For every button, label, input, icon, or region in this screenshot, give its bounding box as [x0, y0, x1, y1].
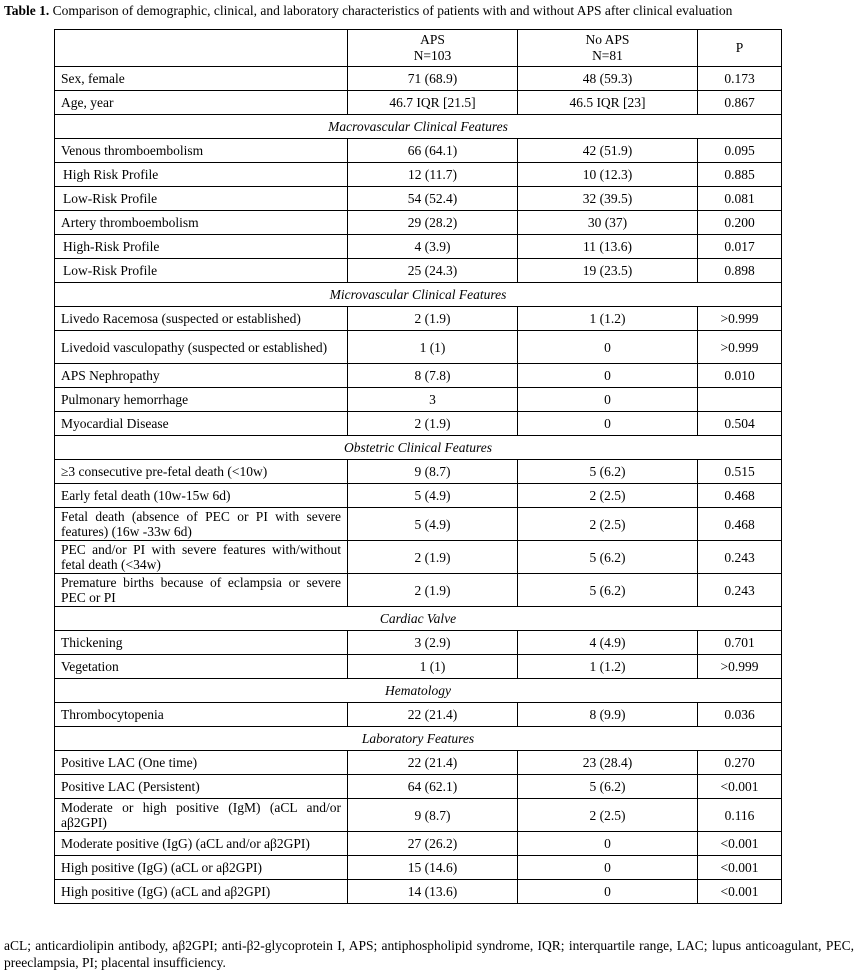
table-row [55, 139, 782, 163]
row-label: ≥3 consecutive pre-fetal death (<10w) [55, 460, 348, 484]
cell-aps: 2 (1.9) [348, 307, 518, 331]
cell-no-aps: 5 (6.2) [518, 460, 698, 484]
section-header-row [55, 115, 782, 139]
row-label: Livedoid vasculopathy (suspected or established) [55, 331, 348, 364]
row-label: High-Risk Profile [55, 235, 348, 259]
cell-p-value: <0.001 [698, 832, 782, 856]
cell-aps: 3 (2.9) [348, 631, 518, 655]
cell-aps: 71 (68.9) [348, 67, 518, 91]
cell-p-value: >0.999 [698, 331, 782, 364]
table-row [55, 307, 782, 331]
cell-p-value: 0.095 [698, 139, 782, 163]
cell-no-aps: 2 (2.5) [518, 508, 698, 541]
cell-aps: 9 (8.7) [348, 460, 518, 484]
cell-p-value: 0.701 [698, 631, 782, 655]
table-caption-text: Comparison of demographic, clinical, and laboratory characteristics of patients with and without APS after clinical evaluation [49, 3, 733, 18]
table-row [55, 67, 782, 91]
table-row [55, 832, 782, 856]
cell-no-aps: 0 [518, 880, 698, 904]
section-title: Microvascular Clinical Features [55, 283, 782, 307]
row-label: Sex, female [55, 67, 348, 91]
row-label: Livedo Racemosa (suspected or established) [55, 307, 348, 331]
header-no-aps-label: No APS [585, 32, 630, 47]
cell-p-value: <0.001 [698, 775, 782, 799]
cell-no-aps: 23 (28.4) [518, 751, 698, 775]
cell-no-aps: 0 [518, 388, 698, 412]
table-row [55, 856, 782, 880]
row-label: Myocardial Disease [55, 412, 348, 436]
cell-p-value: 0.243 [698, 574, 782, 607]
cell-aps: 14 (13.6) [348, 880, 518, 904]
cell-aps: 54 (52.4) [348, 187, 518, 211]
table-row [55, 91, 782, 115]
table-row [55, 364, 782, 388]
cell-p-value: 0.270 [698, 751, 782, 775]
table-row [55, 775, 782, 799]
cell-aps: 8 (7.8) [348, 364, 518, 388]
cell-aps: 25 (24.3) [348, 259, 518, 283]
cell-p-value: 0.010 [698, 364, 782, 388]
cell-no-aps: 2 (2.5) [518, 484, 698, 508]
cell-aps: 5 (4.9) [348, 508, 518, 541]
section-header-row [55, 679, 782, 703]
cell-p-value: 0.017 [698, 235, 782, 259]
cell-aps: 29 (28.2) [348, 211, 518, 235]
cell-aps: 66 (64.1) [348, 139, 518, 163]
table-row [55, 799, 782, 832]
row-label: Low-Risk Profile [55, 187, 348, 211]
row-label: Venous thromboembolism [55, 139, 348, 163]
cell-no-aps: 1 (1.2) [518, 655, 698, 679]
row-label: Moderate or high positive (IgM) (aCL and/or aβ2GPI) [55, 799, 348, 832]
row-label: Age, year [55, 91, 348, 115]
characteristics-table [54, 29, 782, 904]
row-label: Positive LAC (One time) [55, 751, 348, 775]
cell-p-value: 0.036 [698, 703, 782, 727]
row-label: High positive (IgG) (aCL or aβ2GPI) [55, 856, 348, 880]
cell-p-value: 0.243 [698, 541, 782, 574]
table-row [55, 508, 782, 541]
cell-p-value: 0.468 [698, 484, 782, 508]
cell-aps: 2 (1.9) [348, 574, 518, 607]
header-characteristic [55, 30, 348, 67]
cell-aps: 22 (21.4) [348, 703, 518, 727]
section-title: Hematology [55, 679, 782, 703]
cell-no-aps: 8 (9.9) [518, 703, 698, 727]
cell-p-value: 0.867 [698, 91, 782, 115]
row-label: Low-Risk Profile [55, 259, 348, 283]
cell-no-aps: 19 (23.5) [518, 259, 698, 283]
cell-no-aps: 0 [518, 331, 698, 364]
row-label: Thickening [55, 631, 348, 655]
cell-p-value: >0.999 [698, 307, 782, 331]
cell-p-value: <0.001 [698, 880, 782, 904]
table-caption [4, 2, 854, 20]
section-header-row [55, 607, 782, 631]
row-label: Premature births because of eclampsia or severe PEC or PI [55, 574, 348, 607]
section-title: Obstetric Clinical Features [55, 436, 782, 460]
cell-aps: 1 (1) [348, 331, 518, 364]
row-label: Fetal death (absence of PEC or PI with severe features) (16w -33w 6d) [55, 508, 348, 541]
cell-no-aps: 32 (39.5) [518, 187, 698, 211]
row-label: Pulmonary hemorrhage [55, 388, 348, 412]
header-aps-label: APS [420, 32, 445, 47]
cell-no-aps: 5 (6.2) [518, 541, 698, 574]
header-aps-n: N=103 [413, 48, 452, 63]
cell-p-value [698, 388, 782, 412]
cell-no-aps: 1 (1.2) [518, 307, 698, 331]
cell-aps: 22 (21.4) [348, 751, 518, 775]
cell-aps: 27 (26.2) [348, 832, 518, 856]
row-label: Positive LAC (Persistent) [55, 775, 348, 799]
cell-p-value: 0.898 [698, 259, 782, 283]
cell-p-value: <0.001 [698, 856, 782, 880]
table-row [55, 187, 782, 211]
table-row [55, 163, 782, 187]
section-header-row [55, 727, 782, 751]
cell-no-aps: 0 [518, 412, 698, 436]
table-row [55, 703, 782, 727]
cell-no-aps: 5 (6.2) [518, 574, 698, 607]
cell-p-value: 0.200 [698, 211, 782, 235]
table-row [55, 331, 782, 364]
cell-no-aps: 0 [518, 856, 698, 880]
row-label: Moderate positive (IgG) (aCL and/or aβ2GPI) [55, 832, 348, 856]
table-row [55, 259, 782, 283]
row-label: High positive (IgG) (aCL and aβ2GPI) [55, 880, 348, 904]
section-title: Laboratory Features [55, 727, 782, 751]
row-label: Thrombocytopenia [55, 703, 348, 727]
table-row [55, 751, 782, 775]
cell-aps: 1 (1) [348, 655, 518, 679]
row-label: Vegetation [55, 655, 348, 679]
cell-aps: 12 (11.7) [348, 163, 518, 187]
cell-aps: 2 (1.9) [348, 541, 518, 574]
cell-p-value: 0.885 [698, 163, 782, 187]
cell-aps: 4 (3.9) [348, 235, 518, 259]
row-label: Artery thromboembolism [55, 211, 348, 235]
table-caption-label: Table 1. [4, 3, 50, 18]
cell-p-value: 0.515 [698, 460, 782, 484]
header-no-aps-n: N=81 [592, 48, 623, 63]
row-label: High Risk Profile [55, 163, 348, 187]
table-row [55, 388, 782, 412]
cell-no-aps: 4 (4.9) [518, 631, 698, 655]
table-row [55, 235, 782, 259]
cell-p-value: 0.468 [698, 508, 782, 541]
section-header-row [55, 283, 782, 307]
cell-p-value: 0.081 [698, 187, 782, 211]
cell-no-aps: 2 (2.5) [518, 799, 698, 832]
header-no-aps [518, 30, 698, 67]
cell-aps: 9 (8.7) [348, 799, 518, 832]
table-row [55, 574, 782, 607]
cell-p-value: 0.116 [698, 799, 782, 832]
section-header-row [55, 436, 782, 460]
cell-no-aps: 0 [518, 832, 698, 856]
cell-no-aps: 5 (6.2) [518, 775, 698, 799]
row-label: Early fetal death (10w-15w 6d) [55, 484, 348, 508]
cell-aps: 64 (62.1) [348, 775, 518, 799]
header-p: P [698, 30, 782, 67]
cell-no-aps: 0 [518, 364, 698, 388]
table-header-row [55, 30, 782, 67]
section-title: Cardiac Valve [55, 607, 782, 631]
table-row [55, 631, 782, 655]
header-aps [348, 30, 518, 67]
cell-aps: 3 [348, 388, 518, 412]
cell-no-aps: 11 (13.6) [518, 235, 698, 259]
table-row [55, 880, 782, 904]
cell-no-aps: 30 (37) [518, 211, 698, 235]
cell-p-value: 0.504 [698, 412, 782, 436]
table-body [55, 67, 782, 904]
table-row [55, 541, 782, 574]
table-row [55, 211, 782, 235]
cell-aps: 46.7 IQR [21.5] [348, 91, 518, 115]
cell-no-aps: 10 (12.3) [518, 163, 698, 187]
table-row [55, 460, 782, 484]
cell-aps: 5 (4.9) [348, 484, 518, 508]
section-title: Macrovascular Clinical Features [55, 115, 782, 139]
cell-no-aps: 46.5 IQR [23] [518, 91, 698, 115]
table-footnote: aCL; anticardiolipin antibody, aβ2GPI; anti-β2-glycoprotein I, APS; antiphospholipid syndrome, IQR; interquartile range, LAC; lupus anticoagulant, PEC, preeclampsia, PI; placental insufficiency. [4, 938, 854, 970]
table-row [55, 412, 782, 436]
row-label: PEC and/or PI with severe features with/without fetal death (<34w) [55, 541, 348, 574]
cell-p-value: >0.999 [698, 655, 782, 679]
table-row [55, 655, 782, 679]
cell-aps: 2 (1.9) [348, 412, 518, 436]
table-row [55, 484, 782, 508]
row-label: APS Nephropathy [55, 364, 348, 388]
cell-no-aps: 48 (59.3) [518, 67, 698, 91]
cell-aps: 15 (14.6) [348, 856, 518, 880]
cell-p-value: 0.173 [698, 67, 782, 91]
cell-no-aps: 42 (51.9) [518, 139, 698, 163]
